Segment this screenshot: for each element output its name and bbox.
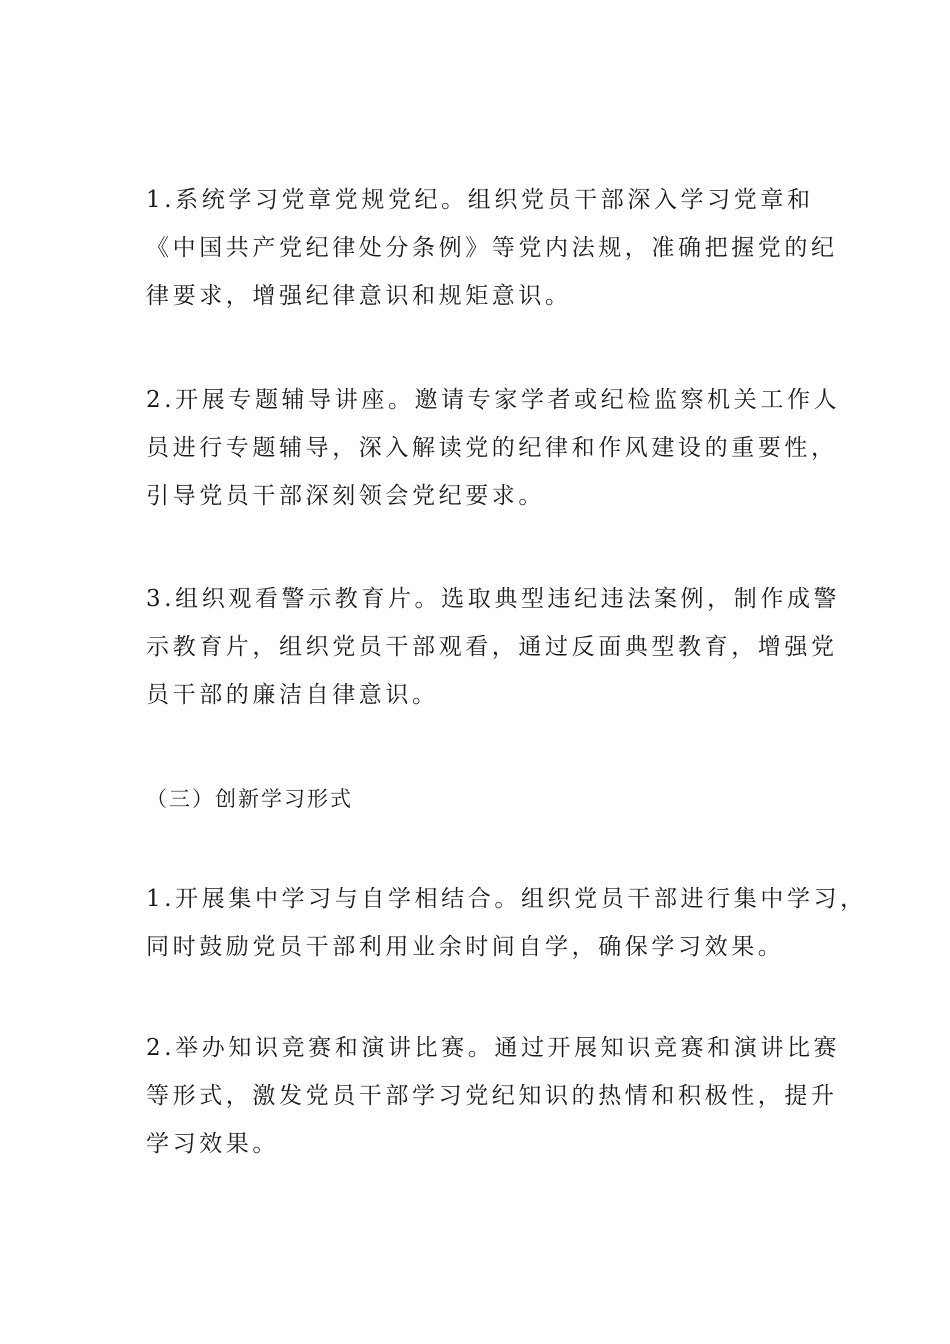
section-heading: （三）创新学习形式 xyxy=(146,787,353,811)
text-line: 同时鼓励党员干部利用业余时间自学，确保学习效果。 xyxy=(146,934,785,960)
text-line: 3.组织观看警示教育片。选取典型违纪违法案例，制作成警 xyxy=(146,586,841,612)
paragraph-combined-study xyxy=(146,875,867,971)
text-line: 律要求，增强纪律意识和规矩意识。 xyxy=(146,283,572,309)
text-line: 引导党员干部深刻领会党纪要求。 xyxy=(146,483,545,509)
paragraph-study-party-rules xyxy=(146,176,838,320)
text-line: 学习效果。 xyxy=(146,1131,279,1157)
text-line: 1.开展集中学习与自学相结合。组织党员干部进行集中学习， xyxy=(146,886,867,912)
text-line: 2.开展专题辅导讲座。邀请专家学者或纪检监察机关工作人 xyxy=(146,387,841,413)
text-line: 《中国共产党纪律处分条例》等党内法规，准确把握党的纪 xyxy=(146,235,838,261)
text-line: 示教育片，组织党员干部观看，通过反面典型教育，增强党 xyxy=(146,634,838,660)
paragraph-warning-film xyxy=(146,575,841,719)
text-line: 员进行专题辅导，深入解读党的纪律和作风建设的重要性， xyxy=(146,435,838,461)
text-line: 1.系统学习党章党规党纪。组织党员干部深入学习党章和 xyxy=(146,187,814,213)
text-line: 2.举办知识竞赛和演讲比赛。通过开展知识竞赛和演讲比赛 xyxy=(146,1035,841,1061)
text-line: 等形式，激发党员干部学习党纪知识的热情和积极性，提升 xyxy=(146,1083,838,1109)
paragraph-lecture xyxy=(146,376,841,520)
text-line: 员干部的廉洁自律意识。 xyxy=(146,682,439,708)
paragraph-competitions xyxy=(146,1024,841,1168)
